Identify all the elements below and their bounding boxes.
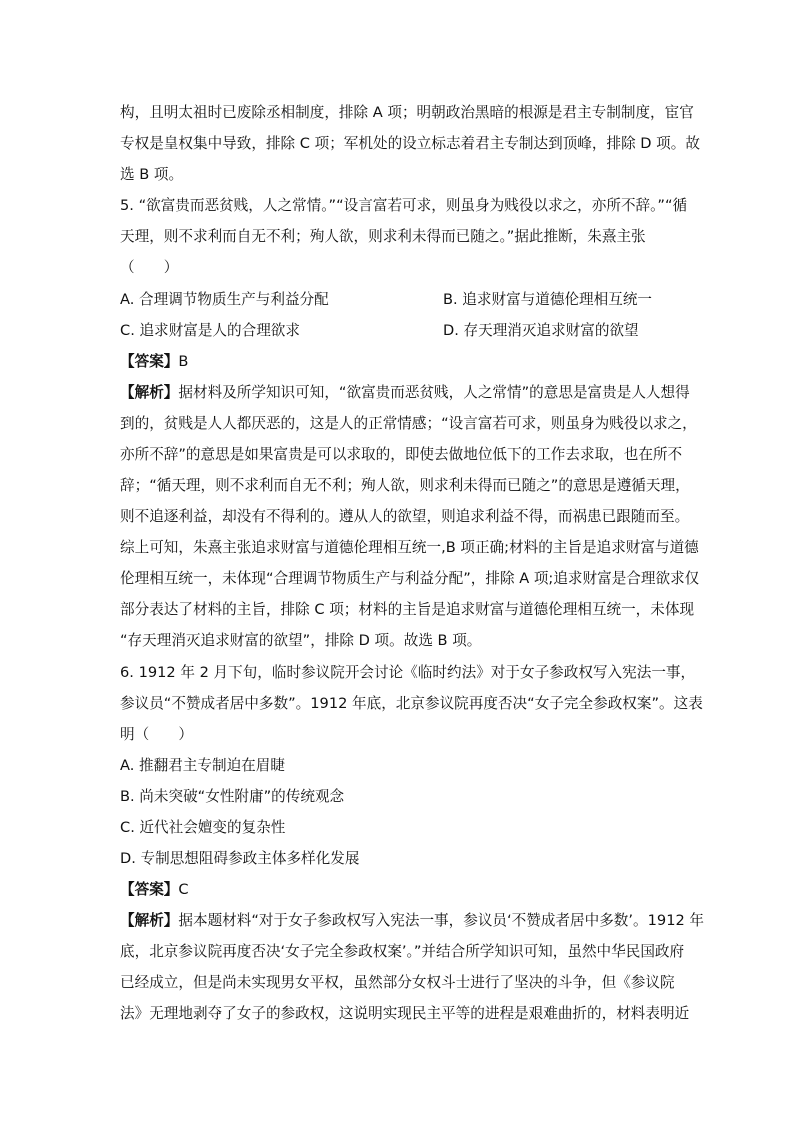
question-5-answer xyxy=(120,352,188,372)
question-6-option-c: C. 近代社会嬗变的复杂性 xyxy=(120,819,286,836)
analysis-line: 到的，贫贱是人人都厌恶的，这是人的正常情感；“设言富若可求，则虽身为贱役以求之， xyxy=(120,415,697,432)
question-6-stem: 6. 1912 年 2 月下旬，临时参议院开会讨论《临时约法》对于女子参政权写入宪法一事， xyxy=(120,664,696,681)
question-5-stem: 5. “欲富贵而恶贫贱，人之常情。”“设言富若可求，则虽身为贱役以求之，亦所不辞。”“循 xyxy=(120,197,688,214)
question-6-analysis xyxy=(120,911,704,931)
text-line: 构，且明太祖时已废除丞相制度，排除 A 项；明朝政治黑暗的根源是君主专制制度，宦官 xyxy=(120,104,694,121)
question-5-option-d: D. 存天理消灭追求财富的欲望 xyxy=(443,322,639,339)
question-5-option-b: B. 追求财富与道德伦理相互统一 xyxy=(443,291,653,308)
text-line: 专权是皇权集中导致，排除 C 项；军机处的设立标志着君主专制达到顶峰，排除 D 项。故 xyxy=(120,135,700,152)
question-6-stem: 参议员“不赞成者居中多数”。1912 年底，北京参议院再度否决“女子完全参政权案”。这表 xyxy=(120,695,703,712)
analysis-line: 底，北京参议院再度否决‘女子完全参政权案’。”并结合所学知识可知，虽然中华民国政府 xyxy=(120,943,685,960)
analysis-line: 伦理相互统一，未体现“合理调节物质生产与利益分配”，排除 A 项;追求财富是合理欲求仅 xyxy=(120,570,700,587)
question-5-analysis xyxy=(120,383,690,403)
question-5-blank: （ ） xyxy=(120,259,179,276)
analysis-line: “存天理消灭追求财富的欲望”，排除 D 项。故选 B 项。 xyxy=(120,632,482,649)
question-6-stem: 明（ ） xyxy=(120,726,193,743)
analysis-line: 亦所不辞”的意思是如果富贵是可以求取的，即使去做地位低下的工作去求取，也在所不 xyxy=(120,446,683,463)
question-5-option-c: C. 追求财富是人的合理欲求 xyxy=(120,322,301,339)
analysis-line: 辞；“循天理，则不求利而自无不利；殉人欲，则求利未得而已随之”的意思是遵循天理， xyxy=(120,477,690,494)
analysis-line: 已经成立，但是尚未实现男女平权，虽然部分女权斗士进行了坚决的斗争，但《参议院 xyxy=(120,974,675,991)
question-6-option-a: A. 推翻君主专制迫在眉睫 xyxy=(120,757,285,774)
question-6-option-b: B. 尚未突破“女性附庸”的传统观念 xyxy=(120,788,345,805)
answer-label: 【答案】 xyxy=(120,881,179,898)
analysis-line: 法》无理地剥夺了女子的参政权，这说明实现民主平等的进程是艰难曲折的，材料表明近 xyxy=(120,1005,690,1022)
answer-label: 【答案】 xyxy=(120,353,179,370)
answer-value: B xyxy=(178,353,189,370)
question-5-stem: 天理，则不求利而自无不利；殉人欲，则求利未得而已随之。”据此推断，朱熹主张 xyxy=(120,228,646,245)
question-6-option-d: D. 专制思想阻碍参政主体多样化发展 xyxy=(120,850,360,867)
text-line: 选 B 项。 xyxy=(120,166,184,183)
analysis-line: 综上可知，朱熹主张追求财富与道德伦理相互统一,B 项正确;材料的主旨是追求财富与道德 xyxy=(120,539,699,556)
question-5-option-a: A. 合理调节物质生产与利益分配 xyxy=(120,291,329,308)
question-6-answer xyxy=(120,880,189,900)
analysis-text: 据本题材料“对于女子参政权写入宪法一事，参议员‘不赞成者居中多数’。1912 年 xyxy=(178,912,705,929)
analysis-label: 【解析】 xyxy=(120,384,179,401)
analysis-text: 据材料及所学知识可知，“欲富贵而恶贫贱，人之常情”的意思是富贵是人人想得 xyxy=(178,384,690,401)
analysis-line: 部分表达了材料的主旨，排除 C 项；材料的主旨是追求财富与道德伦理相互统一，未体现 xyxy=(120,601,695,618)
answer-value: C xyxy=(178,881,189,898)
analysis-line: 则不追逐利益，却没有不得利的。遵从人的欲望，则追求利益不得，而祸患已跟随而至。 xyxy=(120,508,690,525)
analysis-label: 【解析】 xyxy=(120,912,179,929)
